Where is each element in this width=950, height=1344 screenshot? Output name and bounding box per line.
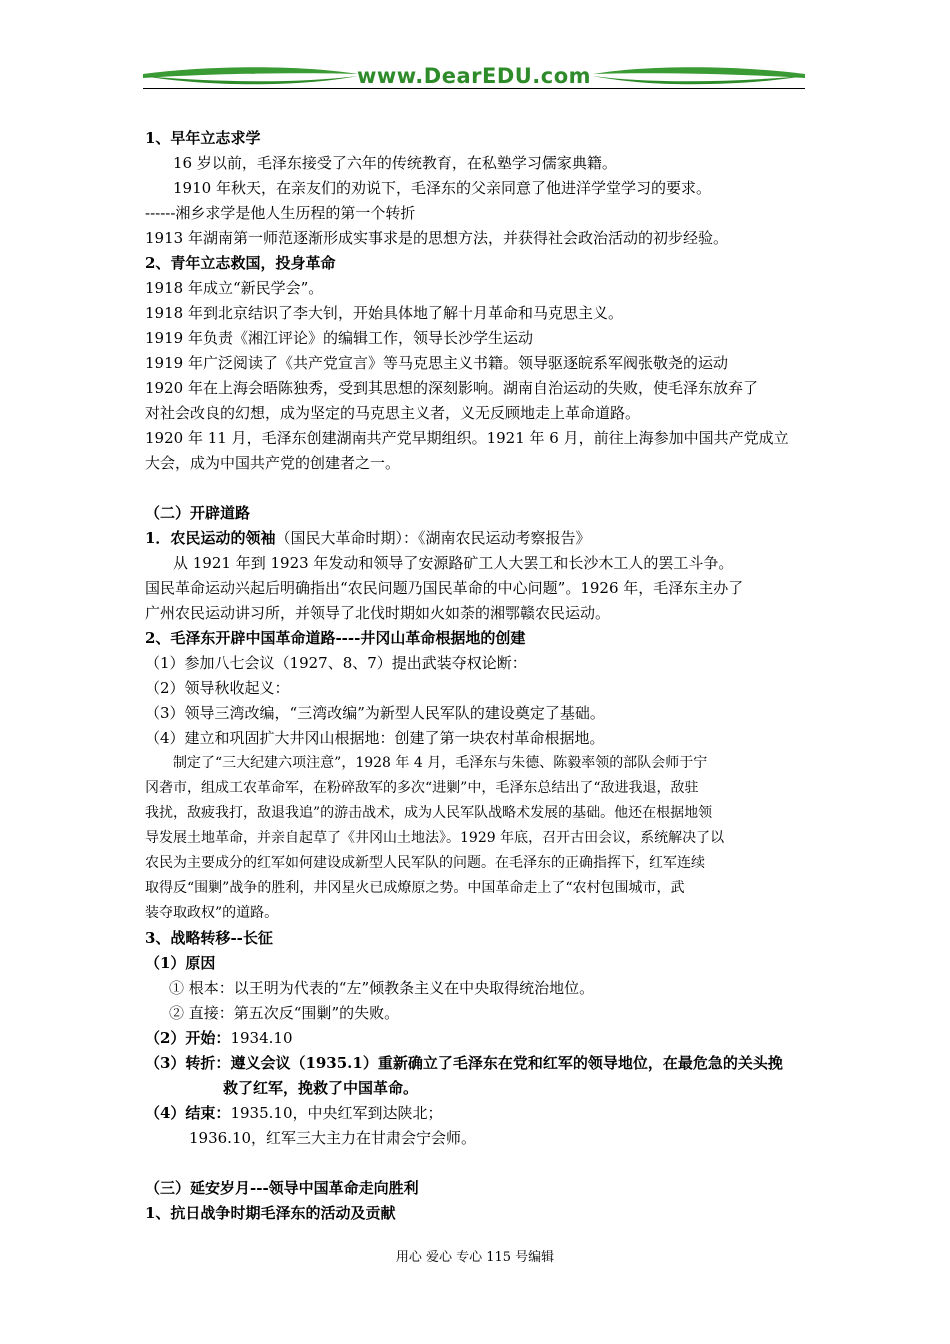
paragraph-line: 导发展土地革命，并亲自起草了《井冈山土地法》。1929 年底，召开古田会议，系统解决了以 <box>145 830 725 846</box>
part-title: （二）开辟道路 <box>145 504 251 522</box>
paragraph-line: 1920 年 11 月，毛泽东创建湖南共产党早期组织。1921 年 6 月，前往上海参加中国共产党成立 <box>145 429 789 447</box>
subsection-title: 2、毛泽东开辟中国革命道路----井冈山革命根据地的创建 <box>145 629 526 647</box>
subsection-subtitle: （国民大革命时期）：《湖南农民运动考察报告》 <box>275 529 591 547</box>
section-title: 2、青年立志救国，投身革命 <box>145 254 336 272</box>
list-item: ② 直接：第五次反“围剿”的失败。 <box>169 1004 400 1022</box>
part-title: （三）延安岁月---领导中国革命走向胜利 <box>145 1179 419 1197</box>
spacer <box>145 1151 810 1176</box>
list-item <box>145 1101 810 1126</box>
subsection-title: 1．农民运动的领袖 <box>145 529 276 547</box>
paragraph-line: 从 1921 年到 1923 年发动和领导了安源路矿工人大罢工和长沙木工人的罢工斗争。 <box>173 554 734 572</box>
page-footer: 用心 爱心 专心 115 号编辑 <box>395 1250 555 1265</box>
list-item: （3）转折：遵义会议（1935.1）重新确立了毛泽东在党和红军的领导地位，在最危急的关头挽 <box>145 1054 783 1072</box>
paragraph-line: 国民革命运动兴起后明确指出“农民问题乃国民革命的中心问题”。1926 年，毛泽东主办了 <box>145 579 744 597</box>
paragraph-line: 16 岁以前，毛泽东接受了六年的传统教育，在私塾学习儒家典籍。 <box>173 154 617 172</box>
item-label: （2）开始： <box>145 1029 231 1047</box>
section-title: 1、早年立志求学 <box>145 129 261 147</box>
item-value: 1935.10，中央红军到达陕北； <box>230 1104 443 1122</box>
list-item: （3）领导三湾改编，“三湾改编”为新型人民军队的建设奠定了基础。 <box>145 704 605 722</box>
list-item: （1）参加八七会议（1927、8、7）提出武装夺权论断： <box>145 654 527 672</box>
paragraph-line: 广州农民运动讲习所，并领导了北伐时期如火如荼的湘鄂赣农民运动。 <box>145 604 611 622</box>
item-value: 1934.10 <box>230 1029 293 1047</box>
list-item <box>145 1026 810 1051</box>
subsection-heading <box>145 526 810 551</box>
paragraph-line: 制定了“三大纪建六项注意”，1928 年 4 月，毛泽东与朱德、陈毅率领的部队会师于宁 <box>173 755 708 771</box>
document-body <box>145 126 810 1226</box>
paragraph-line: 1918 年成立“新民学会”。 <box>145 279 324 297</box>
paragraph-line: 1919 年负责《湘江评论》的编辑工作，领导长沙学生运动 <box>145 329 533 347</box>
list-item: 救了红军，挽救了中国革命。 <box>223 1079 419 1097</box>
logo-text: www.DearEDU.com <box>356 64 592 88</box>
paragraph-line: 1919 年广泛阅读了《共产党宣言》等马克思主义书籍。领导驱逐皖系军阀张敬尧的运动 <box>145 354 728 372</box>
paragraph-line: ------湘乡求学是他人生历程的第一个转折 <box>145 204 416 222</box>
list-item: （1）原因 <box>145 954 216 972</box>
paragraph-line: 1913 年湖南第一师范逐渐形成实事求是的思想方法，并获得社会政治活动的初步经验。 <box>145 229 728 247</box>
subsection-title: 1、抗日战争时期毛泽东的活动及贡献 <box>145 1204 396 1222</box>
paragraph-line: 我扰，敌疲我打，敌退我追”的游击战术，成为人民军队战略术发展的基础。他还在根据地领 <box>145 805 713 821</box>
paragraph-line: 冈砻市，组成工农革命军，在粉碎敌军的多次“进剿”中，毛泽东总结出了“敌进我退，敌驻 <box>145 780 699 796</box>
paragraph-line: 对社会改良的幻想，成为坚定的马克思主义者，义无反顾地走上革命道路。 <box>145 404 641 422</box>
paragraph-line: 农民为主要成分的红军如何建设成新型人民军队的问题。在毛泽东的正确指挥下，红军连续 <box>145 855 705 871</box>
item-label: （4）结束： <box>145 1104 231 1122</box>
paragraph-line: 1910 年秋天，在亲友们的劝说下，毛泽东的父亲同意了他进洋学堂学习的要求。 <box>173 179 711 197</box>
paragraph-line: 1920 年在上海会晤陈独秀，受到其思想的深刻影响。湖南自治运动的失败，使毛泽东放弃了 <box>145 379 758 397</box>
paragraph-line: 装夺取政权”的道路。 <box>145 905 279 921</box>
header-rule <box>143 88 805 89</box>
paragraph-line: 1918 年到北京结识了李大钊，开始具体地了解十月革命和马克思主义。 <box>145 304 623 322</box>
list-item: （2）领导秋收起义： <box>145 679 290 697</box>
list-item: （4）建立和巩固扩大井冈山根据地：创建了第一块农村革命根据地。 <box>145 729 605 747</box>
paragraph-line: 取得反“围剿”战争的胜利，井冈星火已成燎原之势。中国革命走上了“农村包围城市，武 <box>145 880 685 896</box>
subsection-title: 3、战略转移--长征 <box>145 929 273 947</box>
paragraph-line: 大会，成为中国共产党的创建者之一。 <box>145 454 401 472</box>
list-item: ① 根本：以王明为代表的“左”倾教条主义在中央取得统治地位。 <box>169 979 595 997</box>
spacer <box>145 476 810 501</box>
list-item: 1936.10，红军三大主力在甘肃会宁会师。 <box>189 1129 477 1147</box>
